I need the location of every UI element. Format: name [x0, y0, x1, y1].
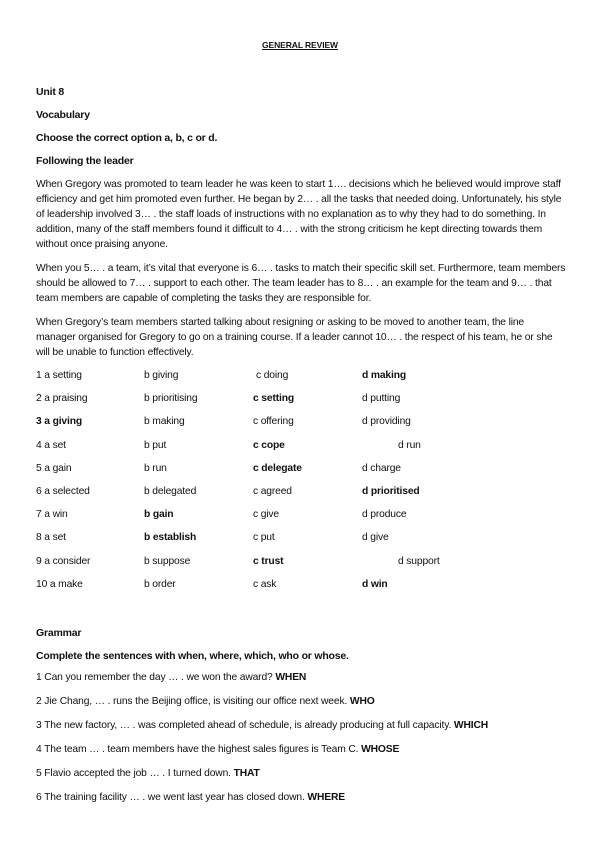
- paragraph-1: When Gregory was promoted to team leader he was keen to start 1…. decisions which he believed would improve staff efficiency and get him promoted even further. He began by 2… . all the tasks that needed doing. Unfortunately, his style of leadership involved 3… . the staff loads of instructions with no explanation as to why they had to do something. In addition, many of the staff members found it difficult to 4… . with the strong criticism he kept directing towards them without once praising anyone.: [36, 179, 562, 250]
- option-d: d give: [362, 532, 389, 544]
- option-d: d run: [398, 439, 421, 451]
- grammar-sentence: [36, 792, 345, 803]
- sentence-answer: WHOSE: [361, 744, 400, 755]
- paragraph-2: When you 5… . a team, it’s vital that everyone is 6… . tasks to match their specific skill set. Furthermore, team members should be allowed to 7… . support to each other. The team leader has to 8… . an example for the team and 9… . that team members are capable of completing the tasks they are responsible for.: [36, 263, 566, 304]
- option-a: 4 a set: [36, 439, 66, 451]
- option-row: [36, 532, 576, 546]
- sentence-text: 1 Can you remember the day … . we won the award?: [36, 672, 276, 683]
- option-a: 3 a giving: [36, 416, 82, 428]
- sentence-text: 3 The new factory, … . was completed ahead of schedule, is already producing at full capacity.: [36, 720, 454, 731]
- paragraph-3: When Gregory’s team members started talking about resigning or asking to be moved to another team, the line manager organised for Gregory to go on a training course. If a leader cannot 10… . the respect of his team, he or she will be unable to function effectively.: [36, 317, 553, 358]
- option-row: [36, 556, 576, 570]
- option-a: 2 a praising: [36, 393, 88, 405]
- option-c: c trust: [253, 555, 284, 567]
- option-row: [36, 579, 576, 593]
- option-a: 9 a consider: [36, 555, 91, 567]
- option-c: c put: [253, 532, 275, 544]
- option-b: b delegated: [144, 486, 197, 497]
- option-c: c doing: [256, 370, 289, 381]
- option-b: b run: [144, 462, 167, 474]
- option-a: 1 a setting: [36, 370, 82, 381]
- option-b: b gain: [144, 509, 174, 521]
- option-b: b prioritising: [144, 393, 198, 405]
- option-b: b order: [144, 578, 176, 590]
- option-a: 6 a selected: [36, 486, 90, 497]
- option-d: d making: [362, 370, 406, 381]
- option-c: c delegate: [253, 462, 302, 474]
- option-d: d prioritised: [362, 486, 420, 497]
- option-d: d win: [362, 578, 388, 590]
- option-b: b establish: [144, 532, 197, 544]
- option-a: 10 a make: [36, 578, 83, 590]
- option-c: c ask: [253, 578, 277, 590]
- option-d: d produce: [362, 509, 407, 521]
- grammar-sentence: [36, 720, 488, 731]
- sentence-text: 5 Flavio accepted the job … . I turned down.: [36, 768, 234, 779]
- option-a: 8 a set: [36, 532, 66, 544]
- vocabulary-instruction: Choose the correct option a, b, c or d.: [36, 132, 218, 144]
- option-c: c setting: [253, 393, 294, 405]
- page-title: GENERAL REVIEW: [262, 40, 338, 50]
- sentence-answer: WHICH: [453, 720, 489, 731]
- option-row: [36, 440, 576, 454]
- vocabulary-heading: Vocabulary: [36, 109, 90, 121]
- grammar-instruction: Complete the sentences with when, where, which, who or whose.: [36, 650, 349, 662]
- option-d: d charge: [362, 462, 401, 474]
- sentence-text: 2 Jie Chang, … . runs the Beijing office, is visiting our office next week.: [36, 696, 350, 707]
- grammar-sentence: [36, 744, 399, 755]
- grammar-sentence: [36, 696, 375, 707]
- sentence-text: 6 The training facility … . we went last year has closed down.: [36, 792, 308, 803]
- option-c: c cope: [253, 439, 285, 451]
- grammar-sentence: [36, 672, 306, 683]
- grammar-sentence: [36, 768, 260, 779]
- option-b: b giving: [144, 370, 179, 381]
- option-c: c offering: [253, 416, 294, 428]
- unit-heading: Unit 8: [36, 86, 64, 98]
- grammar-heading: Grammar: [36, 627, 82, 639]
- option-c: c agreed: [253, 486, 292, 497]
- option-row: [36, 370, 576, 384]
- sentence-answer: WHO: [349, 696, 375, 707]
- sentence-text: 4 The team … . team members have the highest sales figures is Team C.: [36, 744, 362, 755]
- option-row: [36, 416, 576, 430]
- option-b: b suppose: [144, 555, 191, 567]
- option-d: d putting: [362, 393, 401, 405]
- option-b: b making: [144, 416, 185, 428]
- option-row: [36, 463, 576, 477]
- option-c: c give: [253, 509, 279, 521]
- option-a: 5 a gain: [36, 462, 72, 474]
- option-row: [36, 393, 576, 407]
- sentence-answer: WHEN: [275, 672, 307, 683]
- sentence-answer: WHERE: [307, 792, 345, 803]
- option-b: b put: [144, 439, 167, 451]
- sentence-answer: THAT: [233, 768, 260, 779]
- option-d: d support: [398, 555, 440, 567]
- reading-title: Following the leader: [36, 155, 134, 167]
- option-row: [36, 509, 576, 523]
- option-row: [36, 486, 576, 500]
- option-d: d providing: [362, 416, 411, 428]
- option-a: 7 a win: [36, 509, 68, 521]
